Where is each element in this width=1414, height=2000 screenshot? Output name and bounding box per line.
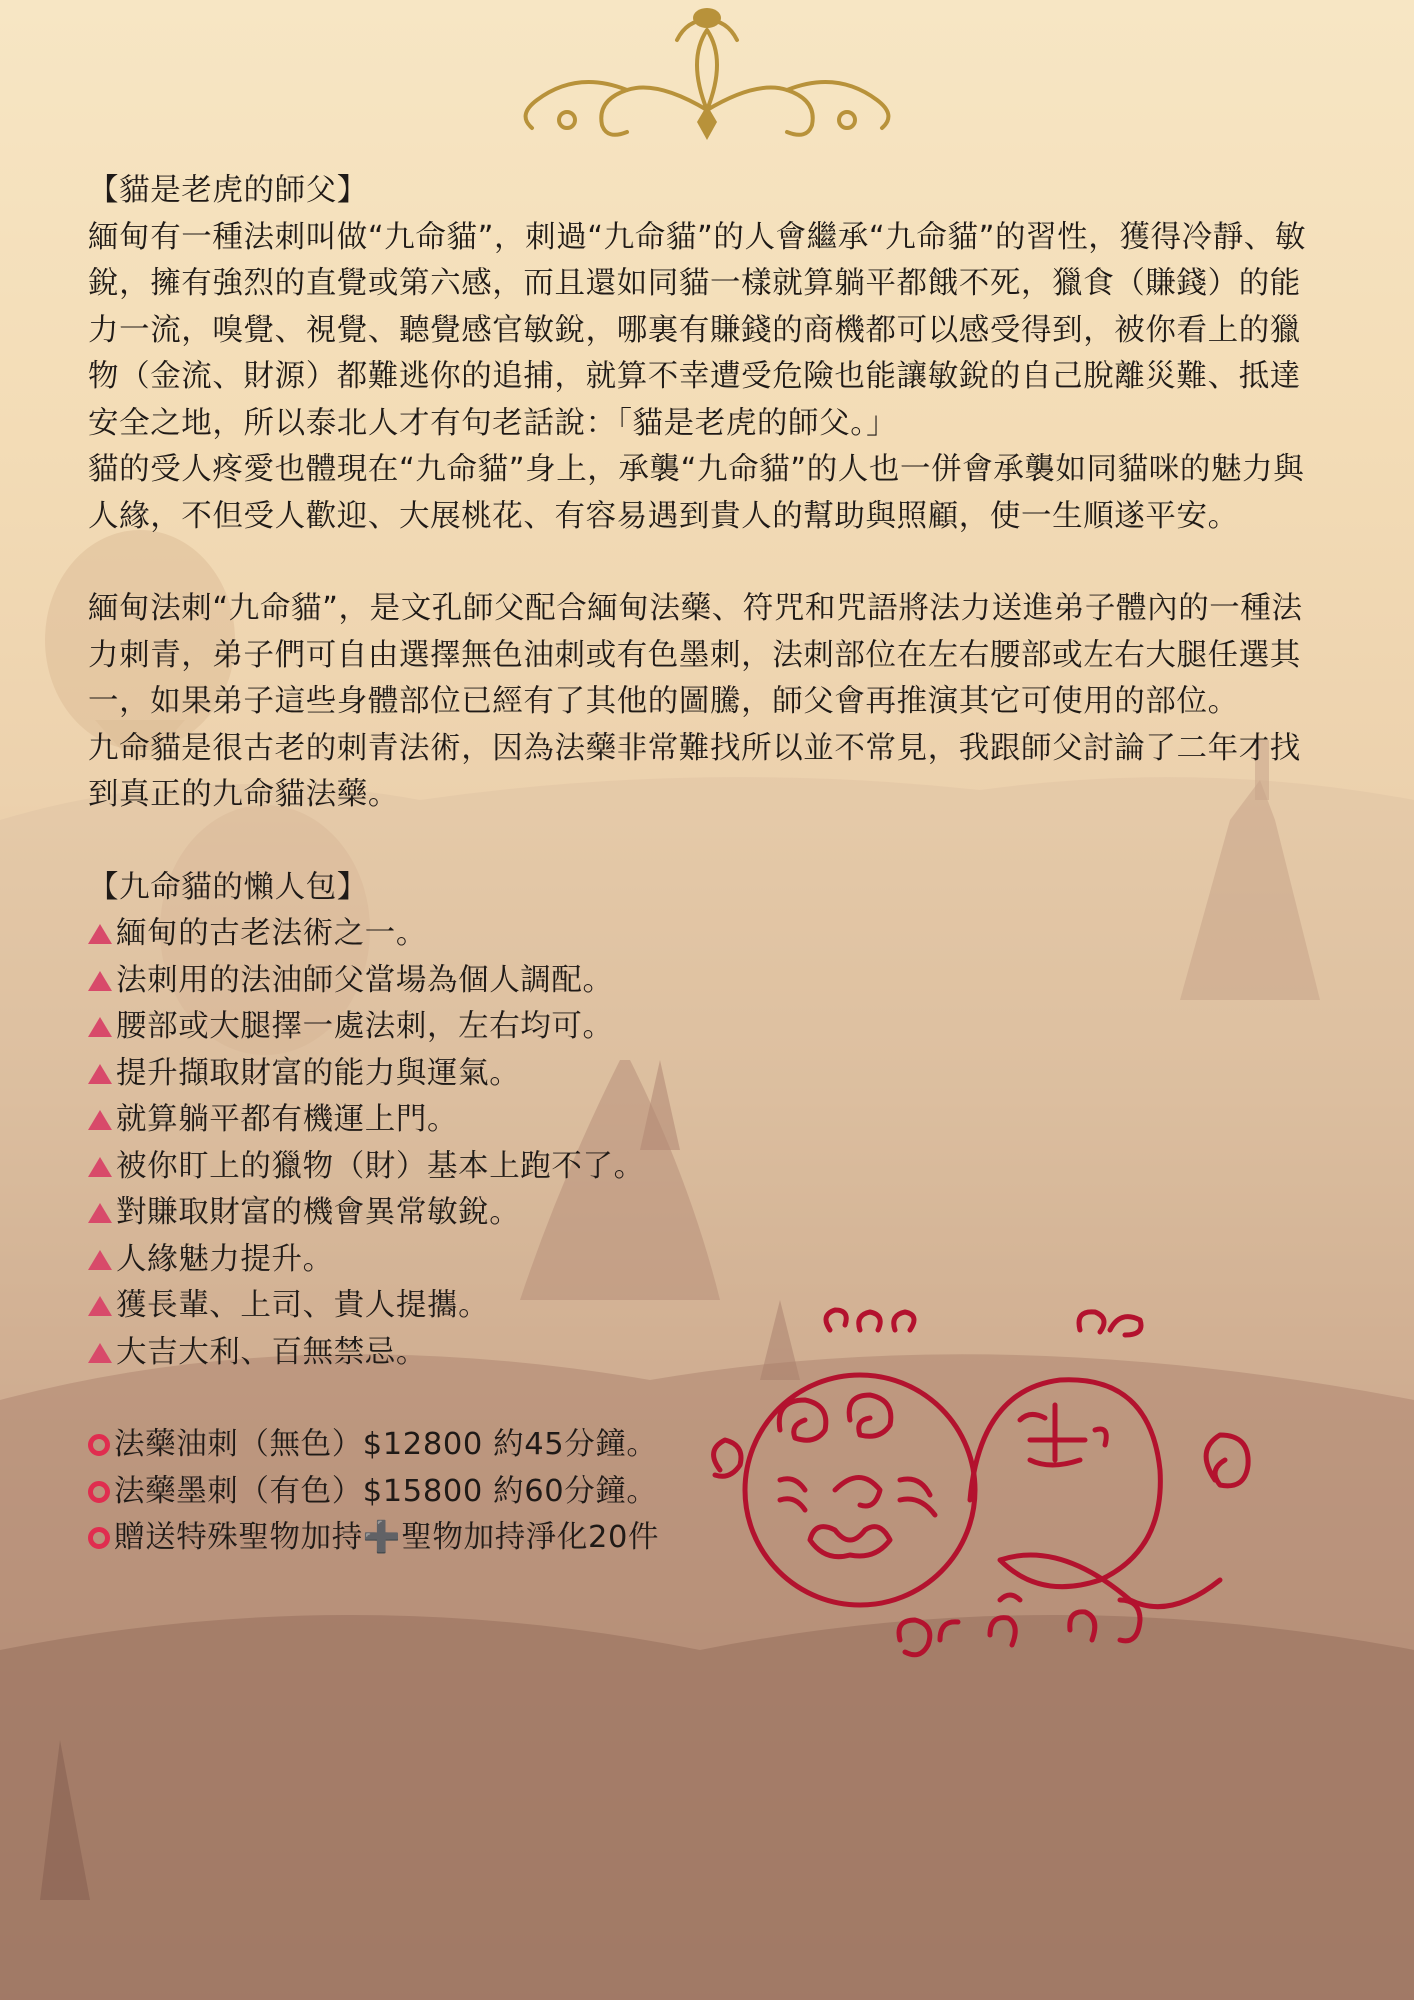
- list-item: 就算躺平都有機運上門。: [88, 1097, 1328, 1144]
- triangle-bullet-icon: [88, 1343, 112, 1363]
- triangle-bullet-icon: [88, 924, 112, 944]
- triangle-bullet-icon: [88, 1250, 112, 1270]
- price-ink-tattoo: 法藥墨刺（有色）$15800 約60分鐘。: [88, 1469, 1328, 1516]
- nine-life-cat-yantra-icon: [700, 1300, 1280, 1680]
- list-item: 人緣魅力提升。: [88, 1237, 1328, 1284]
- triangle-bullet-icon: [88, 1017, 112, 1037]
- list-item: 大吉大利、百無禁忌。: [88, 1330, 1328, 1377]
- section-heading-cat-master: 【貓是老虎的師父】: [88, 173, 368, 208]
- paragraph-charm: 貓的受人疼愛也體現在“九命貓”身上，承襲“九命貓”的人也一併會承襲如同貓咪的魅力與人緣，不但受人歡迎、大展桃花、有容易遇到貴人的幫助與照顧，使一生順遂平安。: [88, 452, 1305, 534]
- triangle-bullet-icon: [88, 1296, 112, 1316]
- triangle-bullet-icon: [88, 1157, 112, 1177]
- price-oil-tattoo: 法藥油刺（無色）$12800 約45分鐘。: [88, 1422, 1328, 1469]
- circle-bullet-icon: [88, 1527, 110, 1549]
- circle-bullet-icon: [88, 1434, 110, 1456]
- paragraph-ancient-art: 九命貓是很古老的刺青法術，因為法藥非常難找所以並不常見，我跟師父討論了二年才找到真正的九命貓法藥。: [88, 730, 1301, 812]
- list-item: 法刺用的法油師父當場為個人調配。: [88, 958, 1328, 1005]
- plus-icon: ➕: [362, 1520, 402, 1555]
- spacer: [88, 540, 1328, 586]
- list-item: 緬甸的古老法術之一。: [88, 911, 1328, 958]
- list-item: 獲長輩、上司、貴人提攜。: [88, 1283, 1328, 1330]
- triangle-bullet-icon: [88, 1203, 112, 1223]
- bonus-gift: 贈送特殊聖物加持 ➕ 聖物加持淨化20件: [88, 1515, 1328, 1562]
- triangle-bullet-icon: [88, 971, 112, 991]
- list-item: 對賺取財富的機會異常敏銳。: [88, 1190, 1328, 1237]
- spacer: [88, 819, 1328, 865]
- list-item: 提升擷取財富的能力與運氣。: [88, 1051, 1328, 1098]
- list-item: 被你盯上的獵物（財）基本上跑不了。: [88, 1144, 1328, 1191]
- section-heading-summary: 【九命貓的懶人包】: [88, 869, 368, 905]
- paragraph-tattoo-method: 緬甸法刺“九命貓”，是文孔師父配合緬甸法藥、符咒和咒語將法力送進弟子體內的一種法力刺青，弟子們可自由選擇無色油刺或有色墨刺，法刺部位在左右腰部或左右大腿任選其一，如果弟子這些身體部位已經有了其他的圖騰，師父會再推演其它可使用的部位。: [88, 591, 1303, 719]
- paragraph-nine-life-cat-intro: 緬甸有一種法刺叫做“九命貓”，刺過“九命貓”的人會繼承“九命貓”的習性，獲得冷靜、敏銳，擁有強烈的直覺或第六感，而且還如同貓一樣就算躺平都餓不死，獵食（賺錢）的能力一流，嗅覺、視覺、聽覺感官敏銳，哪裏有賺錢的商機都可以感受得到，被你看上的獵物（金流、財源）都難逃你的追捕，就算不幸遭受危險也能讓敏銳的自己脫離災難、抵達安全之地，所以泰北人才有句老話說：「貓是老虎的師父。」: [88, 219, 1307, 441]
- triangle-bullet-icon: [88, 1110, 112, 1130]
- triangle-bullet-icon: [88, 1064, 112, 1084]
- circle-bullet-icon: [88, 1481, 110, 1503]
- list-item: 腰部或大腿擇一處法刺，左右均可。: [88, 1004, 1328, 1051]
- gold-ornament-flourish: [507, 0, 907, 150]
